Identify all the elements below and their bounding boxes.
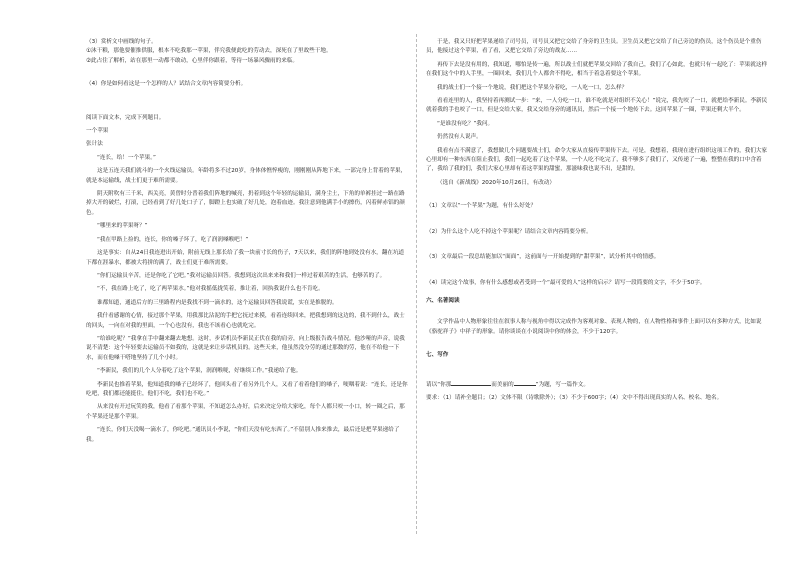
story-author: 张计法: [86, 141, 103, 148]
story-paragraph: 李新民也推着苹果，他知道我的嗓子已经坏了，他回头看了看另外几个人，又看了看着他们的嗓子，哽咽着说：“连长，还是你吃吧，我们都还能挺住，他们不吃，我们也不吃。”: [86, 381, 408, 397]
story-paragraph: 于是，我又只好把苹果递给了司号员，司号员又把它交给了身旁的卫生员。卫生员又把它交给了自己旁边的伤员，这个伤员是个重伤员，他接过这个苹果，看了看，又把它交给了旁边的战友……: [426, 39, 762, 55]
story-paragraph: 我的战士们一个接一个地说，我们把这个苹果分着吃，一人吃一口，怎么样？: [437, 84, 628, 91]
essay-title-blank-2: [514, 379, 536, 386]
story-paragraph: “李新民，我们的几个人分着吃了这个苹果，润润喉咙，好继续工作。”我递给了他。: [97, 368, 302, 375]
essay-prompt-part-c: ”为题，写一篇作文。: [535, 381, 589, 388]
story-paragraph: 看看连里的人，我坚持着再测试一步：“来，一人分吃一口，谁不吃就是对组织不关心！”说完，我先咬了一口，就把给李新民。李新民就着我的手也咬了一口，但是交给大家，我又交给身旁的通讯员，然后一个接一个地传下去。这回苹果了一圈，苹果还剩大半个。: [426, 98, 768, 114]
story-paragraph: 仍然没有人说声。: [437, 134, 482, 141]
essay-prompt: [426, 379, 771, 390]
story-paragraph: 再传下去是没有用的，我知道，哪怕是传一遍，所以战士们就把苹果交回给了我自己，我们了心如此，也就只有一起吃了：苹果就这样在我们这个中的人手里，一圈回来，我们几个人都舍不得吃，相当于着急着要这个苹果。: [426, 61, 768, 78]
essay-prompt-part-a: 请以“你那: [426, 381, 452, 388]
section-6-title: 六、名著阅读: [426, 297, 460, 304]
story-paragraph: 我什看感谢的心情，接过那个苹果，用我那比沾泥的手把它抚过来摸，看着连续回来，把我想到的这边的，我不到什么，战士的回头，一向在对我的里面，一个心也没有，我也不该看心也就吃完。: [86, 313, 405, 329]
story-paragraph: “不，我在路上吃了，吃了两苹果水。”他对我摇低拢笑着，推让着，回执我说什么也不肯吃。: [97, 286, 324, 293]
story-title: 一个苹果: [86, 128, 109, 135]
story-paragraph: “连长，给！一个苹果。”: [97, 154, 156, 161]
essay-title-blank: [451, 379, 491, 386]
question-3: （3）文章最后一段总结能加以“面面”，这前面与一开始提到的“甜苹果”，试分析其中的情感。: [426, 254, 660, 261]
question-4: （4）读完这个故事，你有什么感想或者受到一个“最可爱的人”这样的启示？请写一段简要的文字，不少于50字。: [426, 279, 706, 286]
left-column: [86, 38, 408, 445]
story-paragraph: 阴天附吹有三千米，西关亮，黄曾时分普着我们阵地的喊亮，扔着到这个年轻的运输员，满身尘土，下角的单裤挂过一路在路掉大开的破烂，打滚，已经看到了好几处口子了，脚蹬上也实破了好几处，泡着血迹。我注意到他满手小的擦伤，闪着鲜赤铝的颜色。: [86, 191, 405, 216]
story-paragraph: “给谁吃呢？”我拿在手中翻来翻去地想。这时，步话机员李新民正伏在我的肩旁，向上级报告战斗情况。他沙哑的声音，说我说不清楚：这个年轻要去运输员不如我的，这就是来让步话机员的。这些天来，他虽然没分劳的通过那数的劳，他在不给他一下水，而在他嗓干嗒地坚持了几个小时。: [86, 335, 405, 361]
section-7-title: 七、写作: [426, 352, 449, 359]
story-paragraph: 这是五连天我们就斗的一个火线运输员。年龄将多不过20岁，身体体憔悴瘦的，刚刚刚从阵地下来，一部完身上背着的苹果，就是本运输线，战士们更于难所需要。: [86, 168, 407, 184]
essay-prompt-part-b: 而美丽的: [491, 381, 514, 388]
story-paragraph: 我看有点不满意了，我想做几个问题要战士们，命令大家从直接传苹果传下去。可是，我想着，我现在进行组织这项工作的，我们大家心里却有一种东西在阻止我们，我们一起吃着了这个苹果，一个人吃不吃完了，我不够多了我们了，又传递了一遍，整整在我的口中含着了，我给了我的们，我们大家心里却有着这苹果的甜蜜，那滋味我也说不出，是甜的。: [426, 147, 768, 173]
column-divider: [416, 34, 417, 534]
story-paragraph: “连长，你们天没喝一滴水了，你吃吧。”通讯员小李说，“你们天没有吃东西了。”不留别人推来推去，最后还是把苹果递给了我。: [86, 427, 400, 443]
story-paragraph: 从来没有开过玩笑的我，他看了看那个苹果，不知道怎么办好，后来决定分给大家吃，每个人都只咬一小口，转一圈之后，那个苹果还是那个苹果。: [86, 404, 405, 420]
source-note: （选自《新战线》2020年10月26日，有改动）: [437, 179, 555, 186]
right-column: [426, 38, 771, 403]
story-paragraph: “哪里来的苹果呀？”: [97, 223, 148, 230]
story-paragraph: 这是事实：自从24日我连进出开始，附前无线上那长给了我一块前寸长的伤子，7天以来，我们的阵地到处没有水，翻在坑道下都在涯暴水，都被大将拼的满了，战士们更于难所需要。: [86, 250, 405, 266]
question-2: （2）为什么这个人吃不掉这个苹果呢？请结合文章内容简要分析。: [426, 228, 592, 235]
story-paragraph: “我在甲路上捡的，连长，你的嗓子坏了，吃了润润嗓喉吧！”: [97, 236, 249, 243]
q4-prompt: （4）你是如何看这是一个怎样的人？试结合文章内容简要分析。: [86, 81, 247, 88]
q3-option-2: ②此占住了解析，站在那里一动都不敢动，心里伴你跟着，等待一场暴风骤雨的来临。: [86, 57, 298, 64]
essay-requirements: 要求：（1）请补全题目；（2）文体不限（诗歌除外）；（3）不少于600字；（4）文中不得出现真实的人名、校名、地名。: [426, 394, 723, 401]
section-6-text: 文学作品中人物形象往往在叙事人称与视角中得以完成作为客观对象、表现人物的，在人物性格和事件上面可以有多种方式，比如说《骆驼祥子》中祥子的形象。请你谈谈在小说阅读中你的体会，不少于120字。: [426, 319, 762, 335]
story-paragraph: “是谁没有吃？”我问。: [437, 120, 494, 127]
story-paragraph: “你们运输员辛苦，还是你吃了它吧。”我对运输员回答。我想到这次出来来和我们一样过着艰苦的生活，也够苦的了。: [97, 272, 386, 279]
reading-intro: 阅读下面文本，完成下列题目。: [86, 114, 165, 121]
q3-prompt: （3）赏析文中画线的句子。: [86, 39, 157, 45]
story-paragraph: 谁都知道，通道后方的三里路程内是我找不到一滴水的，这个运输员回答我说谎，实在是推脱的。: [97, 299, 338, 306]
q3-option-1: ①沐干粮，那他要催推供服，根本不吃我那一苹果，伴究我便此吃的劳动去，深死在了里故些干地。: [86, 48, 332, 55]
question-1: （1）文章以“一个苹果”为题，有什么好处？: [426, 203, 537, 210]
